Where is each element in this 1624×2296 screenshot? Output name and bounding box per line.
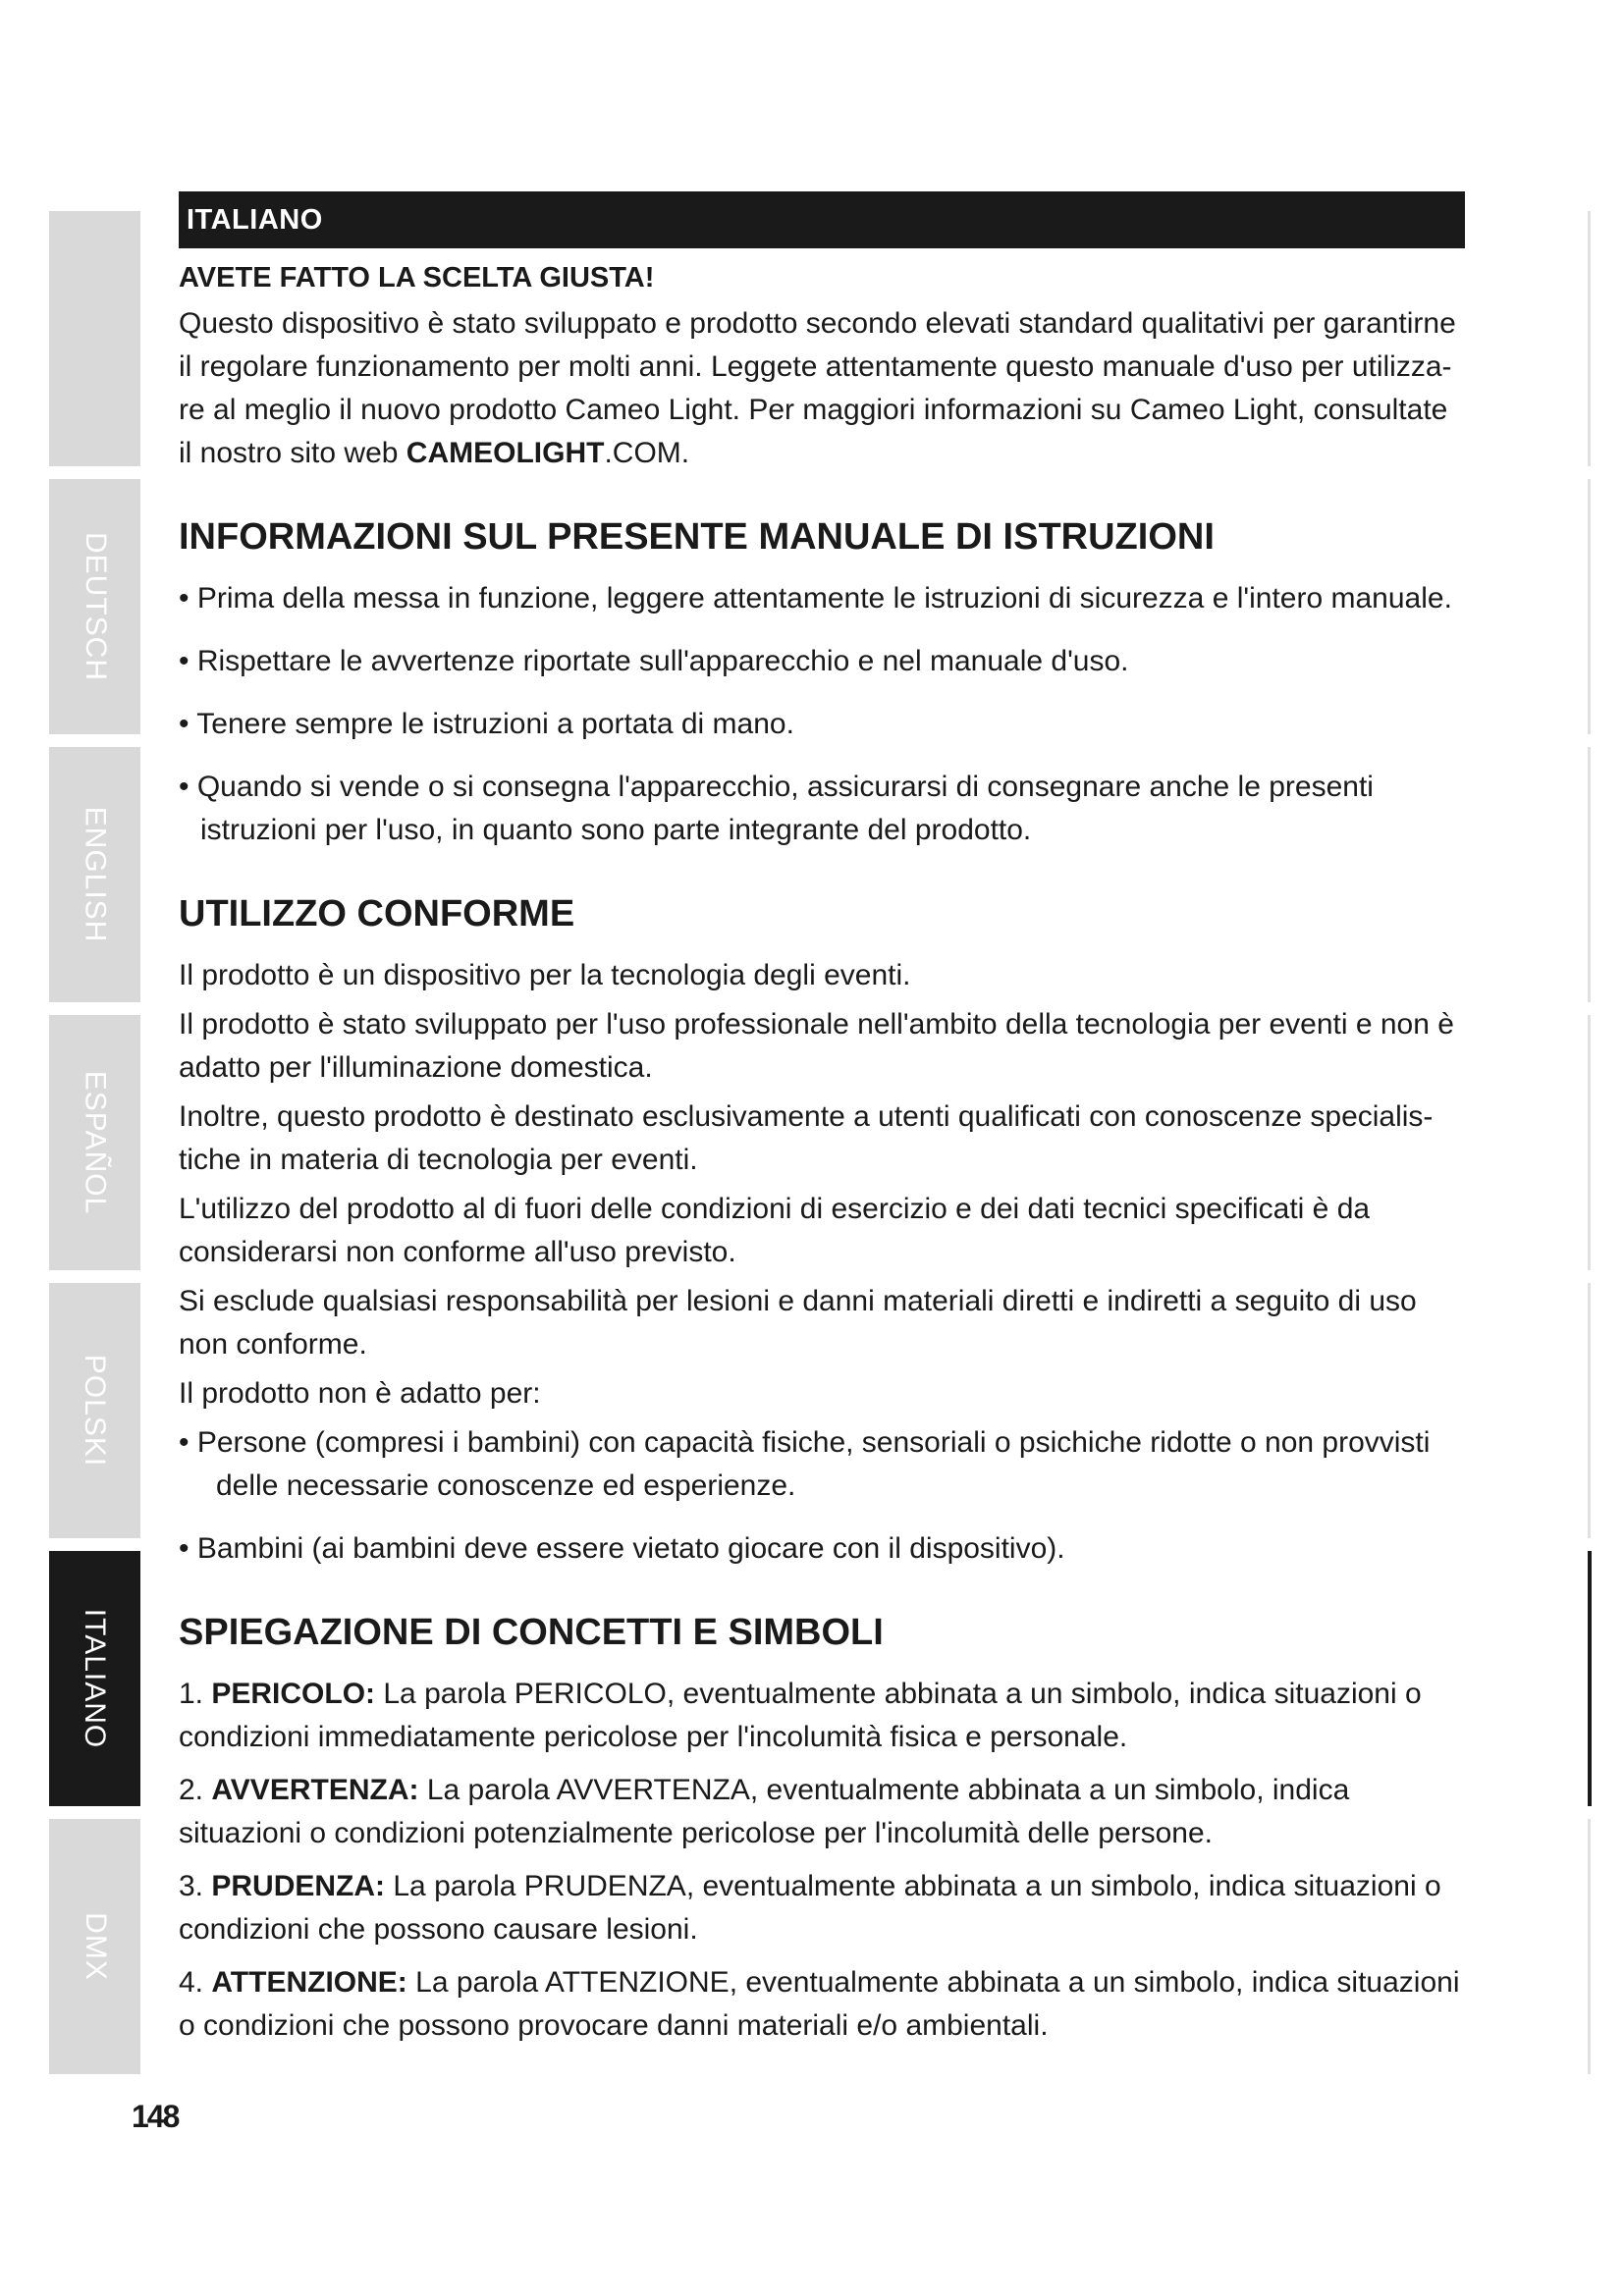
language-header-title: ITALIANO [187, 203, 323, 236]
intro-heading: AVETE FATTO LA SCELTA GIUSTA! [179, 262, 655, 294]
section-title-symbols: SPIEGAZIONE DI CONCETTI E SIMBOLI [179, 1612, 884, 1653]
sidebar-tab-polski[interactable] [49, 1283, 140, 1538]
page-content [179, 191, 1465, 2057]
paragraph: Inoltre, questo prodotto è destinato esclusivamente a utenti qualificati con conoscenze specialis-tiche in materia di tecnologia per eventi. [179, 1100, 1434, 1176]
list-item: • Quando si vende o si consegna l'apparecchio, assicurarsi di consegnare anche le presenti istruzioni per l'uso, in quanto sono parte integrante del prodotto. [179, 771, 1374, 846]
list-item: • Bambini (ai bambini deve essere vietato giocare con il dispositivo). [179, 1532, 1065, 1565]
sidebar-tab-label: DMX [79, 1912, 112, 1981]
sidebar-tab-deutsch[interactable] [49, 479, 140, 734]
sidebar-tab-label: DEUTSCH [79, 531, 112, 682]
numbered-item: 3. PRUDENZA: La parola PRUDENZA, eventualmente abbinata a un simbolo, indica situazioni o condizioni che possono causare lesioni. [179, 1870, 1441, 1946]
sidebar-tab-dmx[interactable] [49, 1819, 140, 2074]
list-item: • Rispettare le avvertenze riportate sull'apparecchio e nel manuale d'uso. [179, 645, 1129, 677]
paragraph: Si esclude qualsiasi responsabilità per lesioni e danni materiali diretti e indiretti a seguito di uso non conforme. [179, 1285, 1417, 1361]
paragraph: Il prodotto non è adatto per: [179, 1377, 541, 1410]
right-edge-marker [1588, 1015, 1591, 1270]
page-number: 148 [132, 2099, 179, 2134]
sidebar-tab-italiano[interactable] [49, 1551, 140, 1806]
section-title-intended-use: UTILIZZO CONFORME [179, 893, 575, 934]
sidebar-tab-label [79, 796, 112, 953]
right-edge-marker [1588, 747, 1591, 1002]
right-edge-marker [1588, 211, 1591, 466]
right-edge-marker-active [1588, 1551, 1592, 1806]
list-item: • Prima della messa in funzione, leggere attentamente le istruzioni di sicurezza e l'intero manuale. [179, 582, 1452, 614]
intro-paragraph: Questo dispositivo è stato sviluppato e prodotto secondo elevati standard qualitativi per garantirne il regolare funzionamento per molti anni. Leggete attentamente questo manuale d'uso per utilizza-re al meglio il nuovo prodotto Cameo Light. Per maggiori informazioni su Cameo Light, consultate il nostro sito web CAMEOLIGHT.COM. [179, 307, 1456, 469]
sidebar-tab-label: ESPAÑOL [79, 1070, 112, 1215]
signal-word: PRUDENZA: [211, 1870, 386, 1902]
right-edge-marker [1588, 1819, 1591, 2074]
numbered-item: 1. PERICOLO: La parola PERICOLO, eventualmente abbinata a un simbolo, indica situazioni o condizioni immediatamente pericolose per l'incolumità fisica e personale. [179, 1678, 1422, 1753]
numbered-item: 2. AVVERTENZA: La parola AVVERTENZA, eventualmente abbinata a un simbolo, indica situazioni o condizioni potenzialmente pericolose per l'incolumità delle persone. [179, 1774, 1350, 1849]
right-edge-marker [1588, 1283, 1591, 1538]
signal-word: ATTENZIONE: [211, 1966, 407, 1999]
sidebar-tab-espanol[interactable] [49, 1015, 140, 1270]
sidebar-tab-label: ITALIANO [79, 1608, 112, 1749]
signal-word: PERICOLO: [211, 1678, 376, 1710]
website-name: CAMEOLIGHT [406, 437, 605, 469]
language-header [179, 191, 1465, 248]
section-title-manual: INFORMAZIONI SUL PRESENTE MANUALE DI ISTRUZIONI [179, 516, 1215, 558]
sidebar-tab-label: ENGLISH [79, 806, 112, 943]
right-edge-marker [1588, 479, 1591, 734]
sidebar-tab-label: POLSKI [79, 1354, 112, 1468]
numbered-item: 4. ATTENZIONE: La parola ATTENZIONE, eventualmente abbinata a un simbolo, indica situazioni o condizioni che possono provocare danni materiali e/o ambientali. [179, 1966, 1460, 2042]
signal-word: AVVERTENZA: [211, 1774, 419, 1806]
list-item: • Tenere sempre le istruzioni a portata di mano. [179, 708, 794, 740]
list-item: • Persone (compresi i bambini) con capacità fisiche, sensoriali o psichiche ridotte o non provvisti delle necessarie conoscenze ed esperienze. [179, 1426, 1431, 1502]
paragraph: Il prodotto è un dispositivo per la tecnologia degli eventi. [179, 959, 911, 991]
sidebar-tab-blank [49, 211, 140, 466]
paragraph: Il prodotto è stato sviluppato per l'uso professionale nell'ambito della tecnologia per eventi e non è adatto per l'illuminazione domestica. [179, 1008, 1454, 1084]
paragraph: L'utilizzo del prodotto al di fuori delle condizioni di esercizio e dei dati tecnici specificati è da considerarsi non conforme all'uso previsto. [179, 1193, 1371, 1268]
